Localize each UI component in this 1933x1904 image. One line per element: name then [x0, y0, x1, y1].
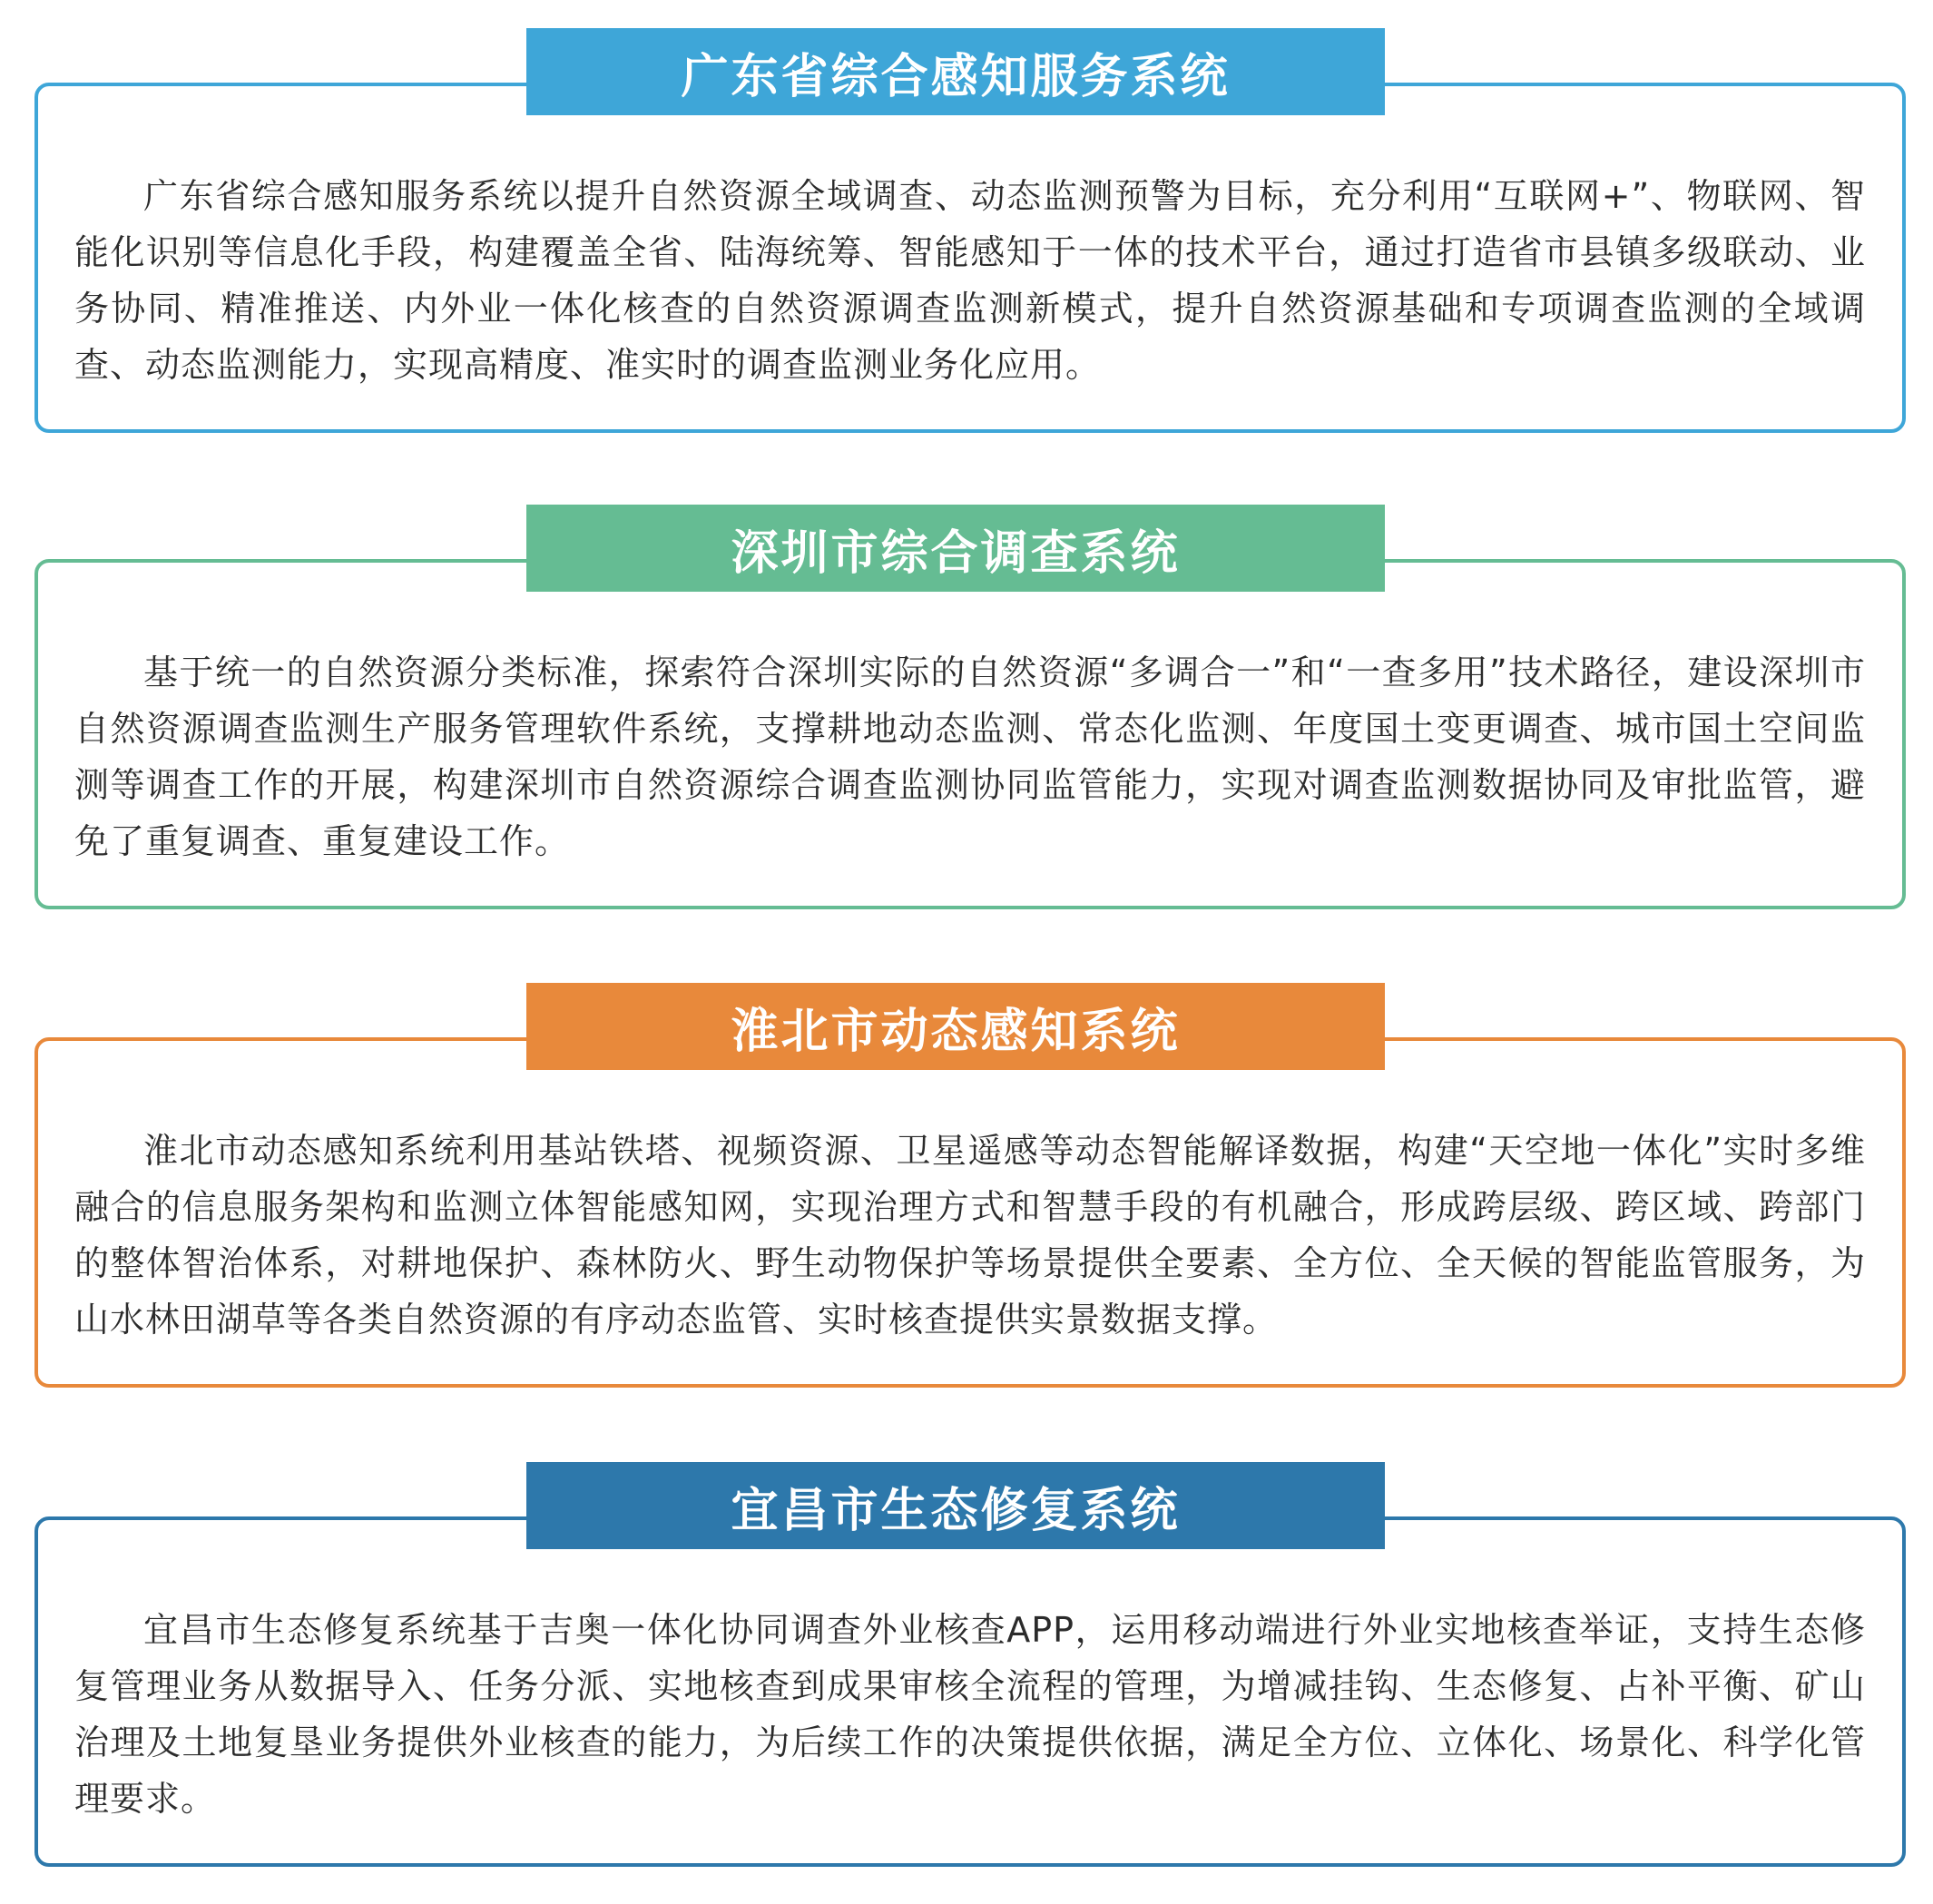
section-card-guangdong	[34, 83, 1906, 433]
section-card-shenzhen	[34, 559, 1906, 909]
section-title-shenzhen: 深圳市综合调查系统	[526, 505, 1385, 592]
section-body-yichang: 宜昌市生态修复系统基于吉奥一体化协同调查外业核查APP，运用移动端进行外业实地核查举证，支持生态修复管理业务从数据导入、任务分派、实地核查到成果审核全流程的管理，为增减挂钩、生态修复、占补平衡、矿山治理及土地复垦业务提供外业核查的能力，为后续工作的决策提供依据，满足全方位、立体化、场景化、科学化管理要求。	[74, 1610, 1866, 1819]
section-body-guangdong: 广东省综合感知服务系统以提升自然资源全域调查、动态监测预警为目标，充分利用“互联网+”、物联网、智能化识别等信息化手段，构建覆盖全省、陆海统筹、智能感知于一体的技术平台，通过打造省市县镇多级联动、业务协同、精准推送、内外业一体化核查的自然资源调查监测新模式，提升自然资源基础和专项调查监测的全域调查、动态监测能力，实现高精度、准实时的调查监测业务化应用。	[74, 176, 1866, 385]
section-title-huaibei: 淮北市动态感知系统	[526, 983, 1385, 1070]
section-title-guangdong: 广东省综合感知服务系统	[526, 28, 1385, 115]
section-card-yichang	[34, 1516, 1906, 1867]
section-body-huaibei: 淮北市动态感知系统利用基站铁塔、视频资源、卫星遥感等动态智能解译数据，构建“天空地一体化”实时多维融合的信息服务架构和监测立体智能感知网，实现治理方式和智慧手段的有机融合，形成跨层级、跨区域、跨部门的整体智治体系，对耕地保护、森林防火、野生动物保护等场景提供全要素、全方位、全天候的智能监管服务，为山水林田湖草等各类自然资源的有序动态监管、实时核查提供实景数据支撑。	[74, 1131, 1866, 1340]
section-card-huaibei	[34, 1037, 1906, 1388]
section-body-shenzhen: 基于统一的自然资源分类标准，探索符合深圳实际的自然资源“多调合一”和“一查多用”技术路径，建设深圳市自然资源调查监测生产服务管理软件系统，支撑耕地动态监测、常态化监测、年度国土变更调查、城市国土空间监测等调查工作的开展，构建深圳市自然资源综合调查监测协同监管能力，实现对调查监测数据协同及审批监管，避免了重复调查、重复建设工作。	[74, 653, 1866, 861]
section-title-yichang: 宜昌市生态修复系统	[526, 1462, 1385, 1549]
